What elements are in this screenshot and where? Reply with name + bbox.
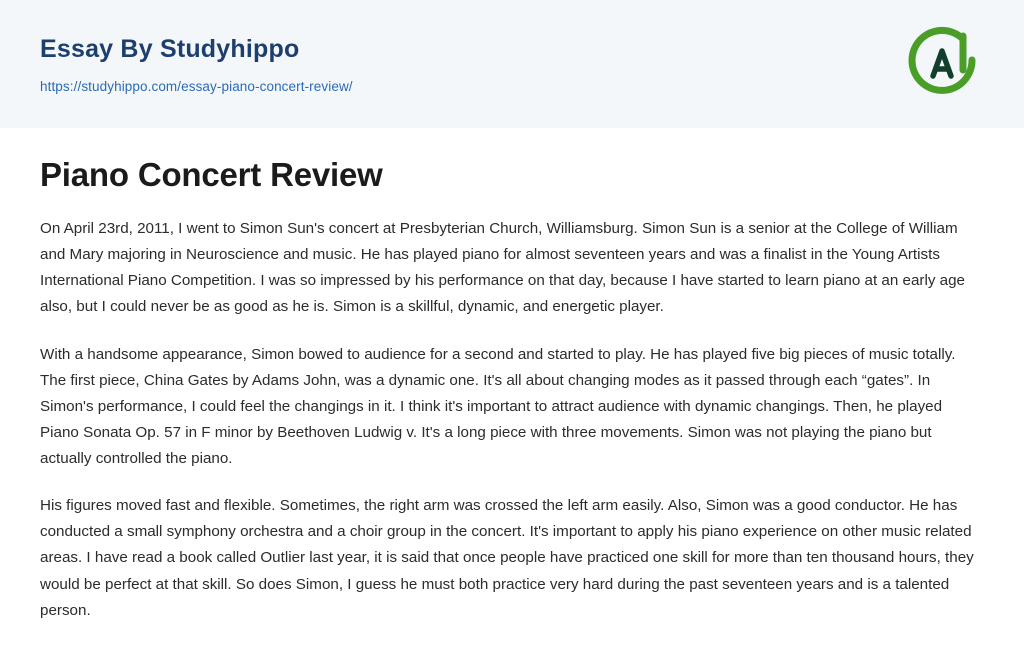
site-header (0, 0, 1024, 128)
paragraph-2: With a handsome appearance, Simon bowed to audience for a second and started to play. He has played five big pieces of music totally. The first piece, China Gates by Adams John, was a dynamic one. It's all about changing modes as it passed through each “gates”. In Simon's performance, I could feel the changings in it. I think it's important to attract audience with dynamic changings. Then, he played Piano Sonata Op. 57 in F minor by Beethoven Ludwig v. It's a long piece with three movements. Simon was not playing the piano but actually controlled the piano. (40, 345, 956, 468)
document-content (0, 128, 1024, 645)
page-title: Piano Concert Review (40, 156, 383, 193)
header-brand-block (40, 34, 353, 94)
paragraph-3: His figures moved fast and flexible. Sometimes, the right arm was crossed the left arm easily. Also, Simon was a good conductor. He has conducted a small symphony orchestra and a choir group in the concert. It's important to apply his piano experience on other music related areas. I have read a book called Outlier last year, it is said that once people have practiced one skill for more than ten thousand hours, they would be perfect at that skill. So does Simon, I guess he must both practice very hard during the past seventeen years and is a talented person. (40, 497, 974, 619)
site-title: Essay By Studyhippo (40, 35, 300, 63)
source-url[interactable]: https://studyhippo.com/essay-piano-concert-review/ (40, 79, 353, 94)
circle-a-logo-icon (900, 22, 984, 106)
paragraph-1: On April 23rd, 2011, I went to Simon Sun's concert at Presbyterian Church, Williamsburg. Simon Sun is a senior at the College of William and Mary majoring in Neuroscience and music. He has played piano for almost seventeen years and was a finalist in the Young Artists International Piano Competition. I was so impressed by his performance on that day, because I have started to learn piano at an early age also, but I could never be as good as he is. Simon is a skillful, dynamic, and energetic player. (40, 219, 966, 316)
